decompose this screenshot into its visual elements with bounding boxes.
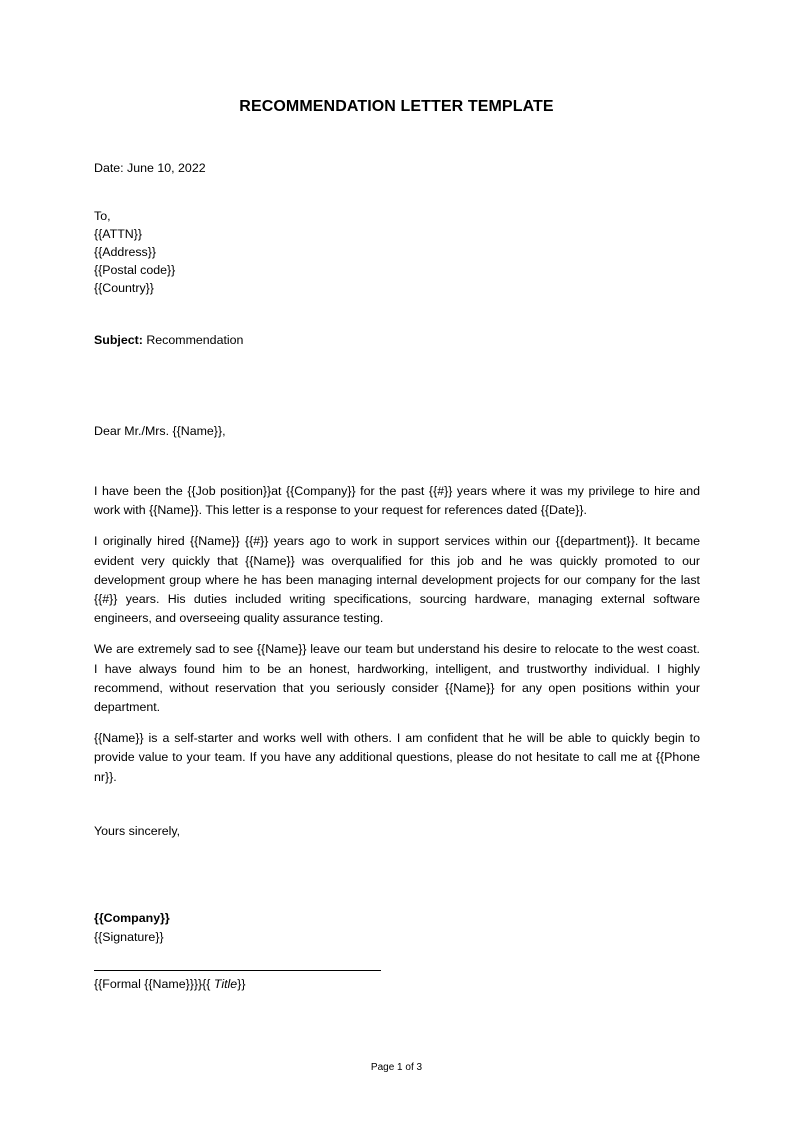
document-title: RECOMMENDATION LETTER TEMPLATE <box>239 98 554 115</box>
subject-value: Recommendation <box>142 333 244 347</box>
body-paragraph: I have been the {{Job position}}at {{Company}} for the past {{#}} years where it was my privilege to hire and work with {{Name}}. This letter is a response to your request for references dated {{Date}}. <box>94 484 700 518</box>
body-paragraph: {{Name}} is a self-starter and works well with others. I am confident that he will be able to quickly begin to provide value to your team. If you have any additional questions, please do not hesitate to call me at {{Phone nr}}. <box>94 731 700 784</box>
body-paragraph: I originally hired {{Name}} {{#}} years ago to work in support services within our {{department}}. It became evident very quickly that {{Name}} was overqualified for this job and he was quickly promoted to our development group where he has been managing internal development projects for our company for the last {{#}} years. His duties included writing specifications, sourcing hardware, managing external software engineers, and overseeing quality assurance testing. <box>94 534 700 626</box>
address-attn: {{ATTN}} <box>94 227 142 241</box>
subject-line <box>94 331 700 349</box>
subject-label: Subject: <box>94 333 143 347</box>
recipient-address-block <box>94 207 700 297</box>
closing: Yours sincerely, <box>94 824 181 838</box>
salutation: Dear Mr./Mrs. {{Name}}, <box>94 424 226 438</box>
page-number-footer: Page 1 of 3 <box>370 1062 423 1073</box>
formal-name: {{Formal {{Name}}}}{{ <box>94 977 214 991</box>
signature-line <box>94 970 381 971</box>
body-paragraph: We are extremely sad to see {{Name}} leave our team but understand his desire to relocate to the west coast. I have always found him to be an honest, hardworking, intelligent, and trustworthy individual. I highly recommend, without reservation that you seriously consider {{Name}} for any open positions within your department. <box>94 642 700 715</box>
formal-name-title <box>94 975 700 993</box>
address-street: {{Address}} <box>94 245 157 259</box>
formal-end: }} <box>237 977 246 991</box>
address-postal-code: {{Postal code}} <box>94 263 176 277</box>
letter-body <box>94 482 700 799</box>
signature-placeholder: {{Signature}} <box>94 930 164 944</box>
address-to: To, <box>94 209 111 223</box>
date-line: Date: June 10, 2022 <box>94 161 206 175</box>
company-name: {{Company}} <box>94 911 170 925</box>
address-country: {{Country}} <box>94 281 154 295</box>
formal-title: Title <box>213 977 238 991</box>
